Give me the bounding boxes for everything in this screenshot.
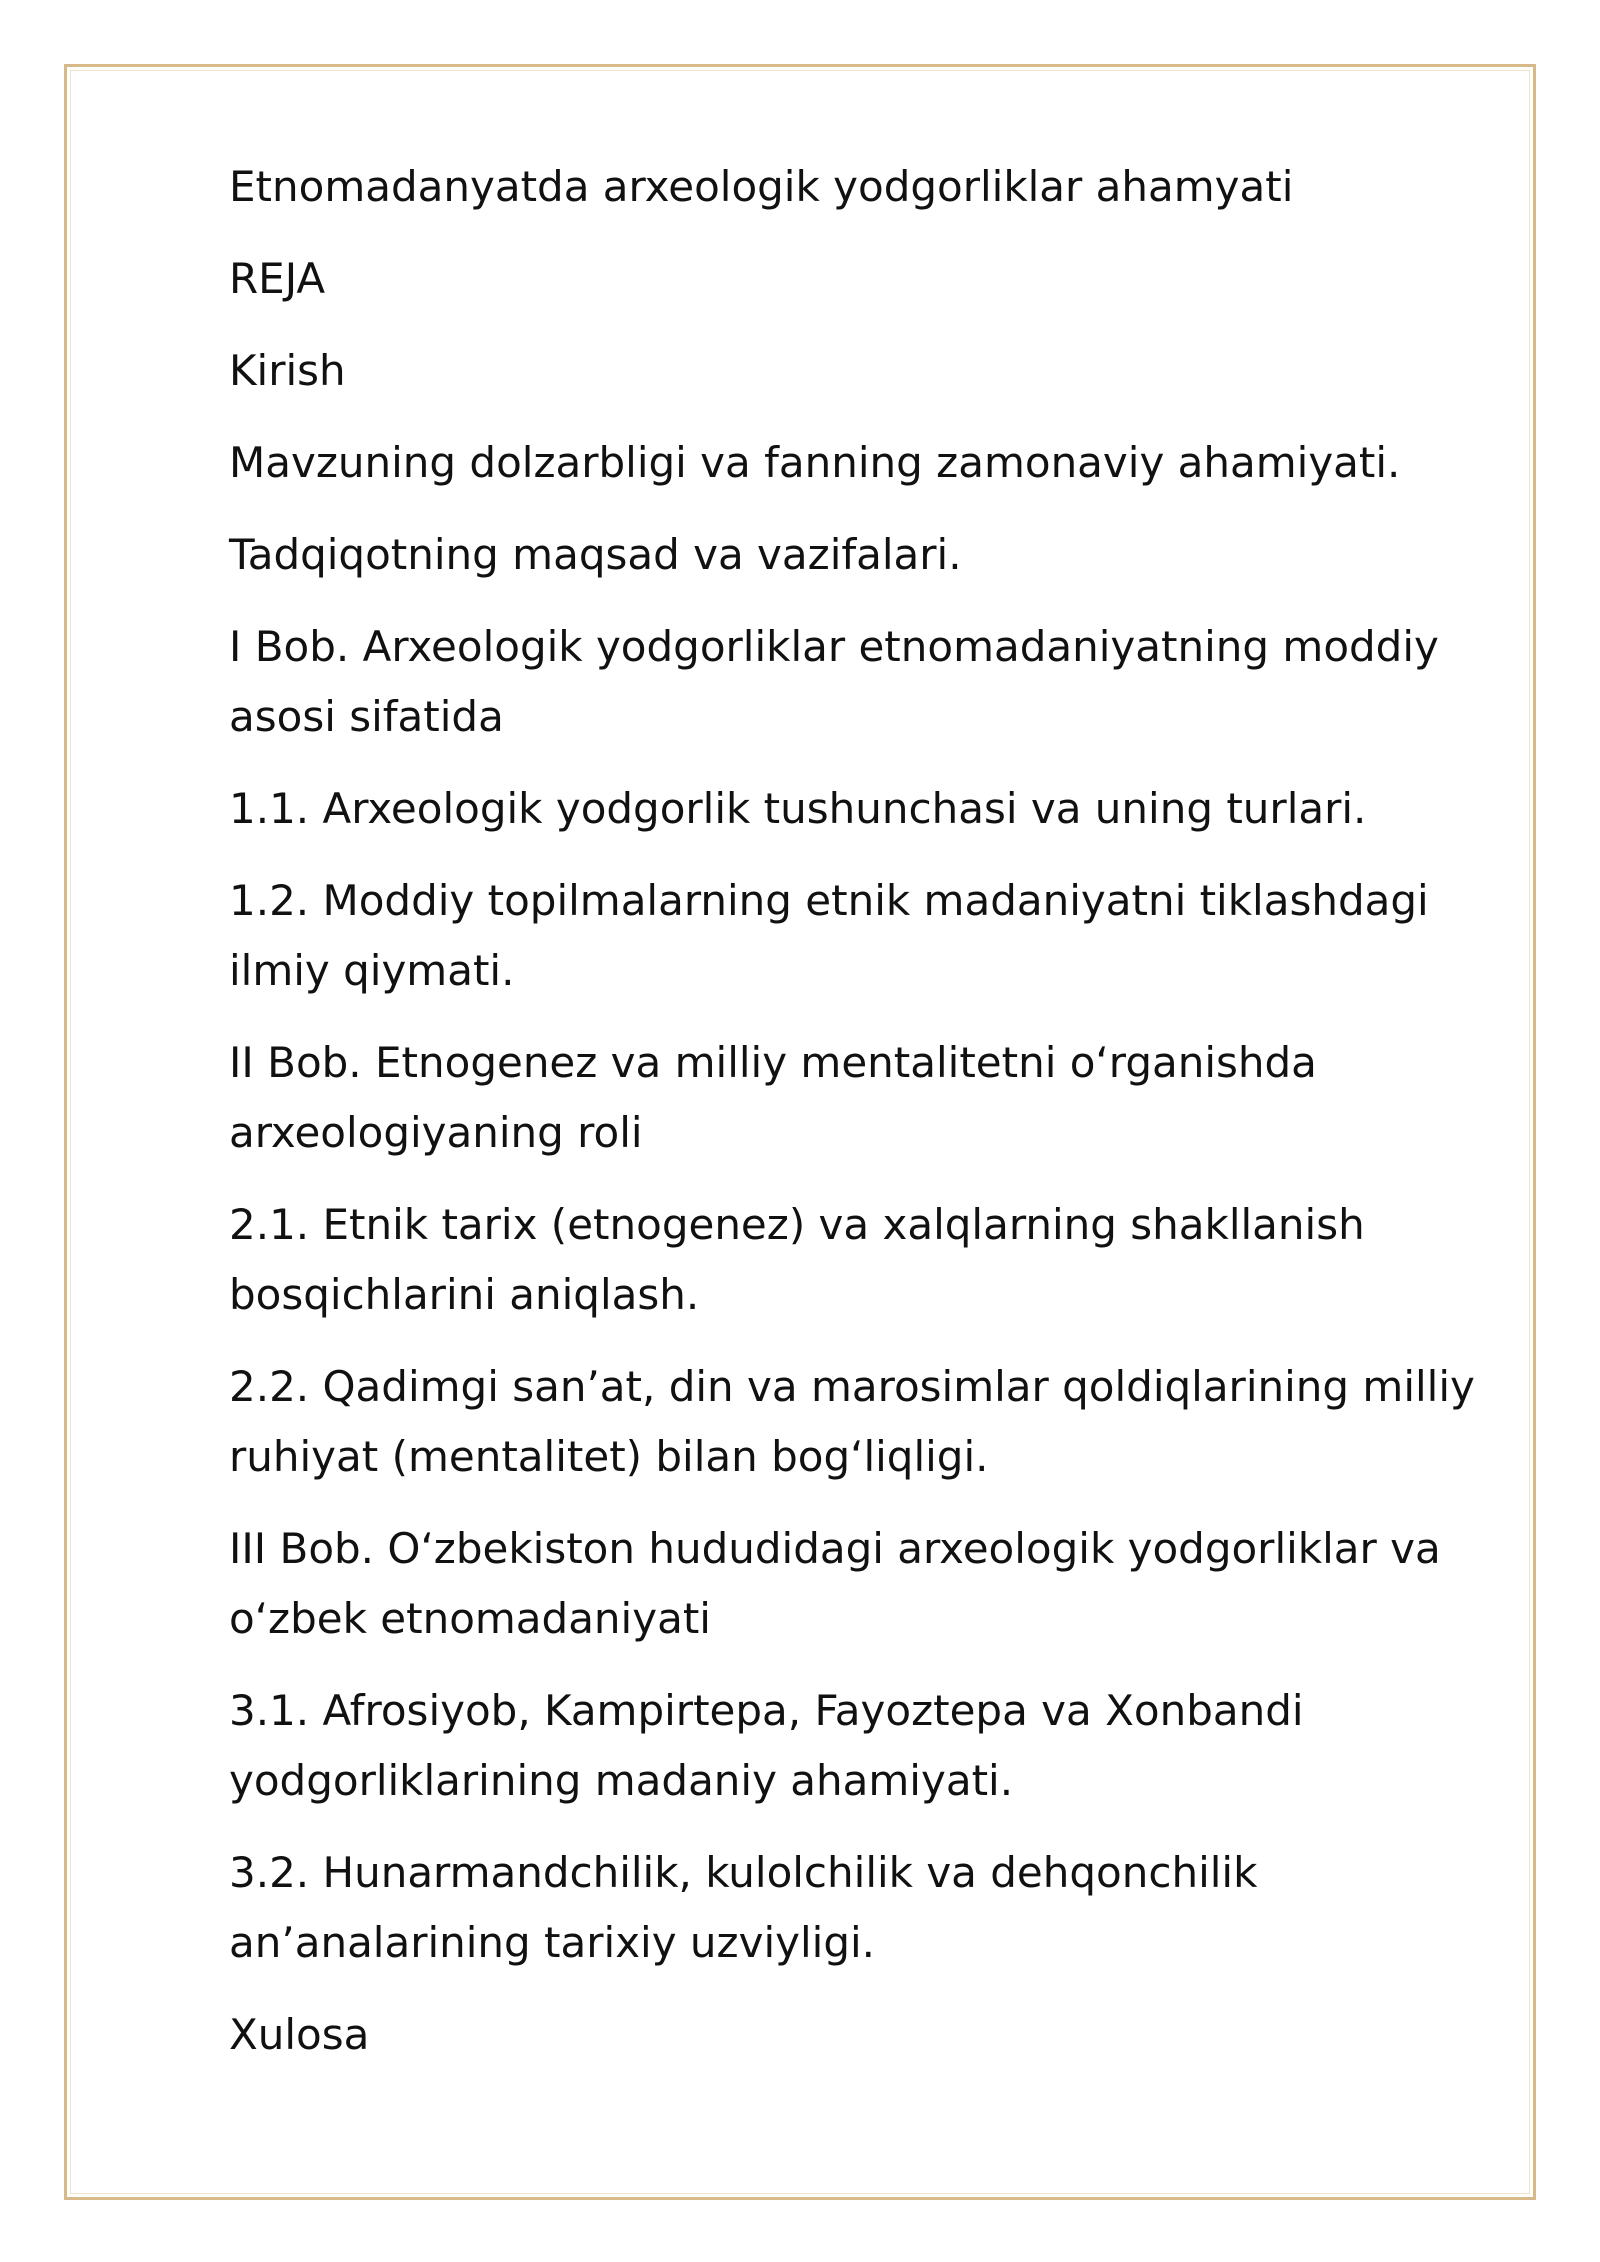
chapter-1-heading: I Bob. Arxeologik yodgorliklar etnomadaniyatning moddiy asosi sifatida — [229, 622, 1439, 741]
document-title: Etnomadanyatda arxeologik yodgorliklar ahamyati — [229, 162, 1294, 211]
plan-heading: REJA — [229, 254, 326, 303]
section-1-2: 1.2. Moddiy topilmalarning etnik madaniyatni tiklashdagi ilmiy qiymati. — [229, 876, 1429, 995]
section-1-1: 1.1. Arxeologik yodgorlik tushunchasi va uning turlari. — [229, 784, 1367, 833]
intro-item-goals: Tadqiqotning maqsad va vazifalari. — [229, 530, 962, 579]
section-2-2: 2.2. Qadimgi san’at, din va marosimlar qoldiqlarining milliy ruhiyat (mentalitet) bilan bog‘liqligi. — [229, 1362, 1475, 1481]
chapter-2-heading: II Bob. Etnogenez va milliy mentalitetni o‘rganishda arxeologiyaning roli — [229, 1038, 1317, 1157]
chapter-3-heading: III Bob. O‘zbekiston hududidagi arxeologik yodgorliklar va o‘zbek etnomadaniyati — [229, 1524, 1441, 1643]
section-2-1: 2.1. Etnik tarix (etnogenez) va xalqlarning shakllanish bosqichlarini aniqlash. — [229, 1200, 1365, 1319]
intro-heading: Kirish — [229, 346, 346, 395]
document-content — [229, 152, 1504, 2092]
section-3-1: 3.1. Afrosiyob, Kampirtepa, Fayoztepa va Xonbandi yodgorliklarining madaniy ahamiyati. — [229, 1686, 1304, 1805]
section-3-2: 3.2. Hunarmandchilik, kulolchilik va dehqonchilik an’analarining tarixiy uzviyligi. — [229, 1848, 1258, 1967]
intro-item-relevance: Mavzuning dolzarbligi va fanning zamonaviy ahamiyati. — [229, 438, 1401, 487]
conclusion-heading: Xulosa — [229, 2010, 370, 2059]
